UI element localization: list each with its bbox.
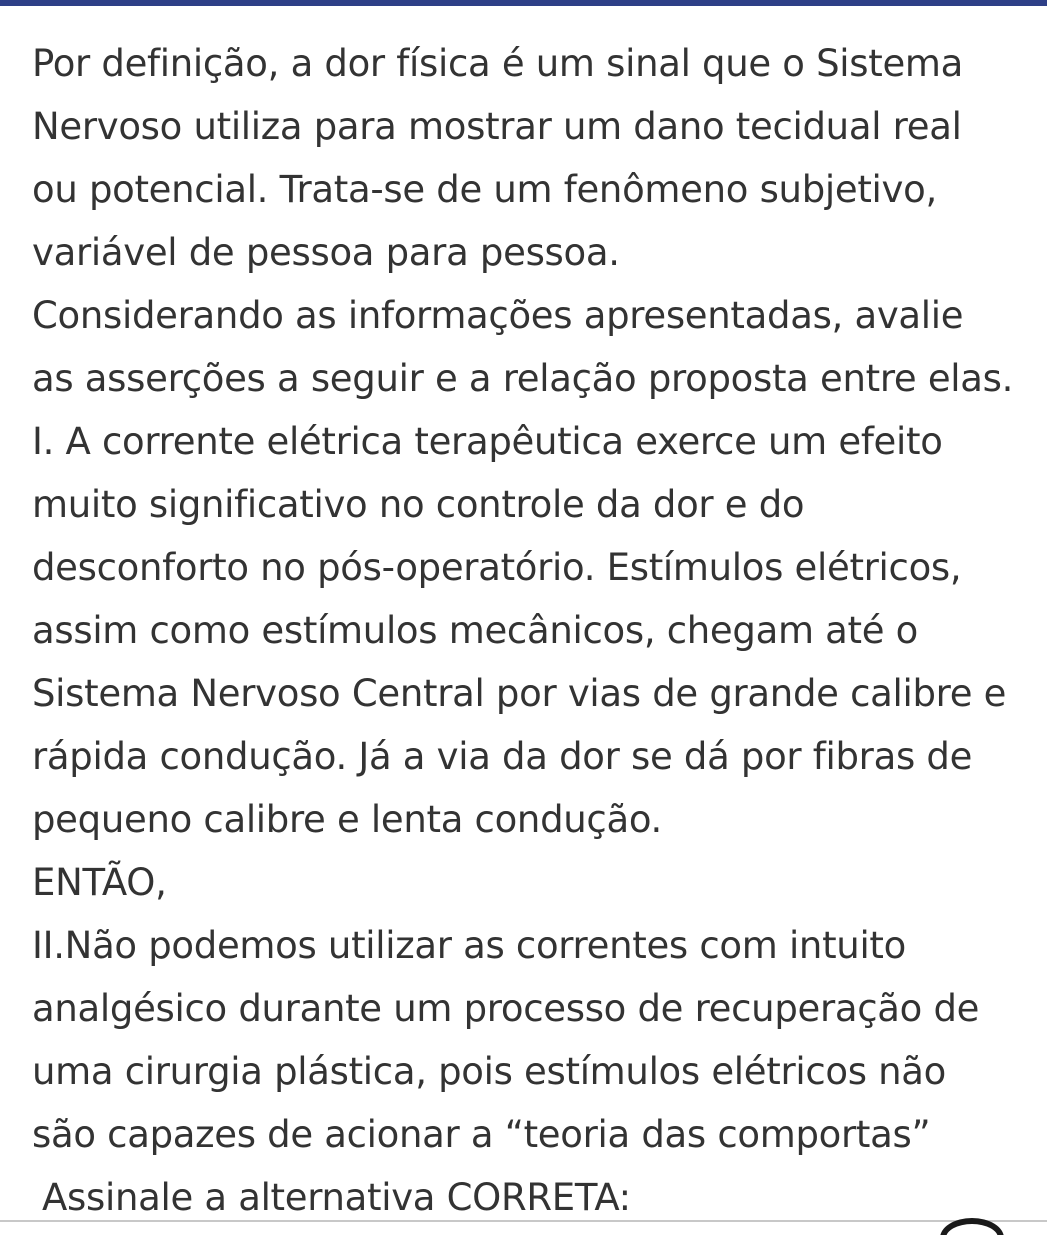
instruction-text: Assinale a alternativa CORRETA: xyxy=(42,1176,631,1219)
assertion-1-line-5: Sistema Nervoso Central por vias de grande calibre e xyxy=(32,672,1007,715)
bottom-divider xyxy=(0,1220,1047,1222)
assertion-2-line-2: analgésico durante um processo de recuperação de xyxy=(32,987,980,1030)
assertion-1-line-2: muito significativo no controle da dor e do xyxy=(32,483,805,526)
assertion-1-line-7: pequeno calibre e lenta condução. xyxy=(32,798,662,841)
assertion-1-line-4: assim como estímulos mecânicos, chegam até o xyxy=(32,609,919,652)
assertion-1-line-3: desconforto no pós-operatório. Estímulos elétricos, xyxy=(32,546,962,589)
text-line-3: ou potencial. Trata-se de um fenômeno subjetivo, xyxy=(32,168,937,211)
connector-text: ENTÃO, xyxy=(32,861,167,904)
assertion-2-line-1: II.Não podemos utilizar as correntes com intuito xyxy=(32,924,906,967)
text-line-6: as asserções a seguir e a relação proposta entre elas. xyxy=(32,357,1014,400)
assertion-1-line-6: rápida condução. Já a via da dor se dá por fibras de xyxy=(32,735,973,778)
text-line-5: Considerando as informações apresentadas, avalie xyxy=(32,294,964,337)
text-line-4: variável de pessoa para pessoa. xyxy=(32,231,620,274)
top-accent-bar xyxy=(0,0,1047,6)
assertion-1-line-1: I. A corrente elétrica terapêutica exerce um efeito xyxy=(32,420,943,463)
assertion-2-line-4: são capazes de acionar a “teoria das comportas” xyxy=(32,1113,931,1156)
text-line-1: Por definição, a dor física é um sinal que o Sistema xyxy=(32,42,964,85)
assertion-2-line-3: uma cirurgia plástica, pois estímulos elétricos não xyxy=(32,1050,947,1093)
text-line-2: Nervoso utiliza para mostrar um dano tecidual real xyxy=(32,105,962,148)
question-text xyxy=(32,32,1032,1229)
